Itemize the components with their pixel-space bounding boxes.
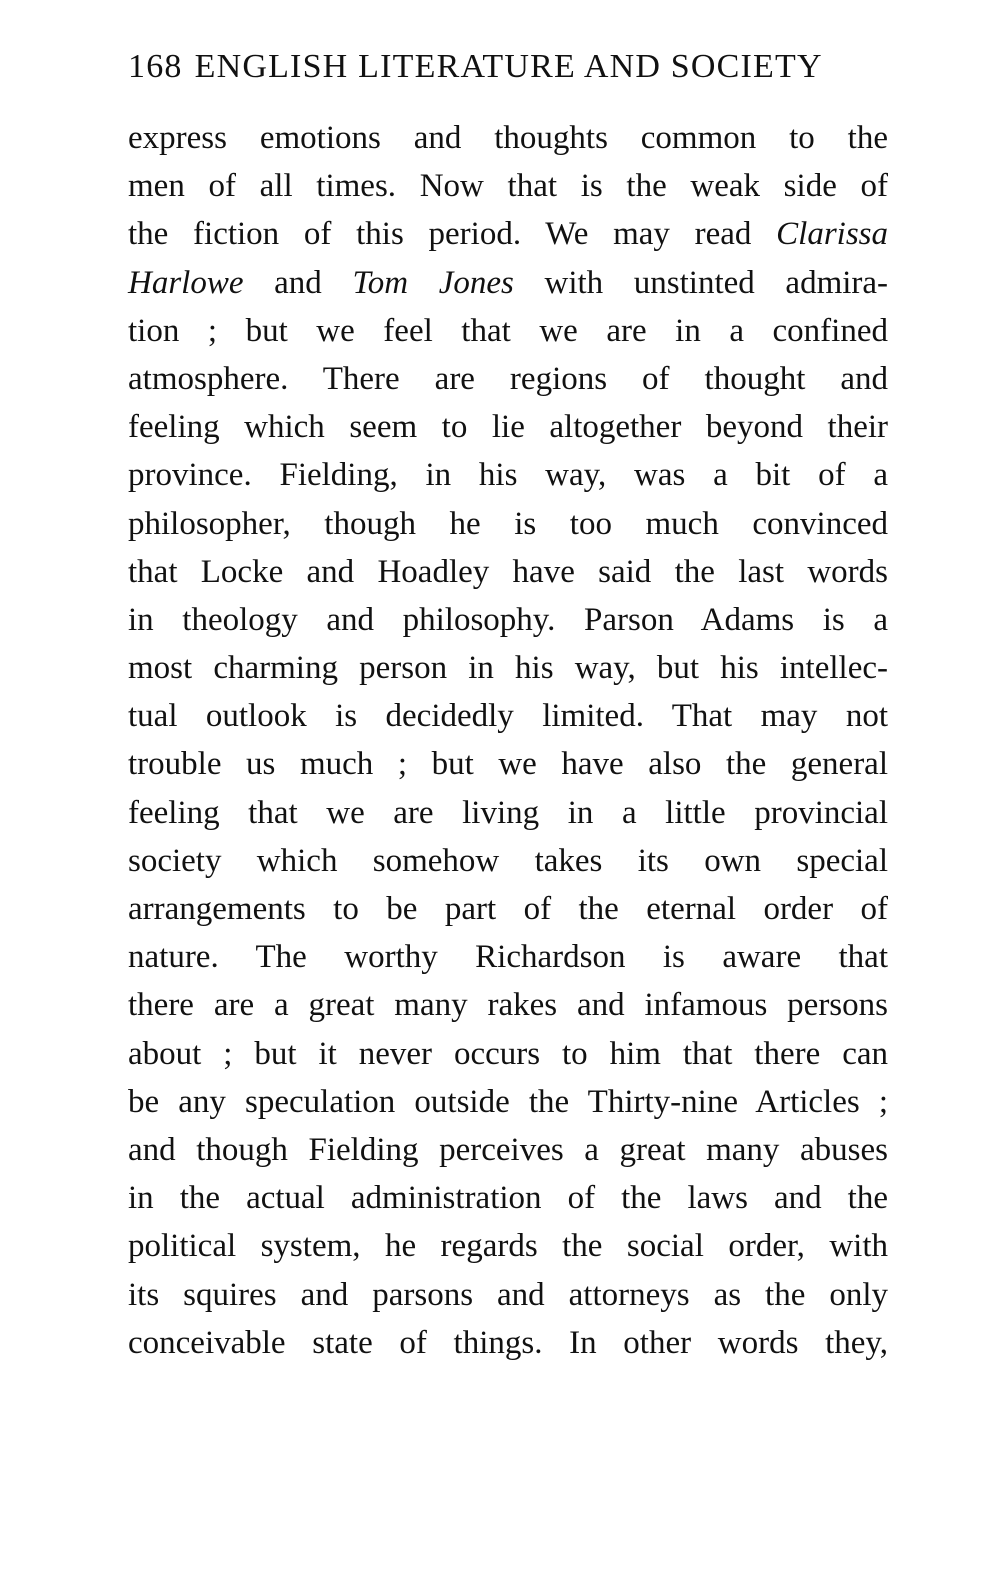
italic-title: Clarissa <box>776 216 889 253</box>
body-text <box>128 114 888 1367</box>
text-line: province. Fielding, in his way, was a bit of a <box>128 457 888 494</box>
text-line: political system, he regards the social order, with <box>128 1228 888 1265</box>
text-line: in the actual administration of the laws and the <box>128 1180 888 1217</box>
text-line: nature. The worthy Richardson is aware that <box>128 939 888 976</box>
text-line: tion ; but we feel that we are in a confined <box>128 312 888 349</box>
text-line: arrangements to be part of the eternal order of <box>128 891 888 927</box>
italic-title: Harlowe <box>128 264 244 301</box>
text-line: trouble us much ; but we have also the general <box>128 746 888 783</box>
text-line: atmosphere. There are regions of thought and <box>128 360 888 397</box>
italic-title: Tom Jones <box>352 264 514 301</box>
text-line <box>128 259 888 307</box>
text-fragment: and <box>274 264 322 301</box>
text-line: be any speculation outside the Thirty-nine Articles ; <box>128 1083 888 1120</box>
page-number: 168 <box>128 48 183 85</box>
text-fragment: the fiction of this period. We may read <box>128 216 752 253</box>
text-line: feeling which seem to lie altogether beyond their <box>128 409 888 446</box>
text-line: philosopher, though he is too much convinced <box>128 505 888 542</box>
text-line: conceivable state of things. In other words they, <box>128 1324 888 1361</box>
running-head <box>128 44 888 90</box>
text-line: its squires and parsons and attorneys as the only <box>128 1276 888 1313</box>
text-line: about ; but it never occurs to him that there can <box>128 1035 888 1072</box>
text-line: that Locke and Hoadley have said the last words <box>128 553 888 590</box>
text-line: men of all times. Now that is the weak side of <box>128 168 888 205</box>
text-line: in theology and philosophy. Parson Adams is a <box>128 601 888 638</box>
text-line: there are a great many rakes and infamous persons <box>128 987 888 1024</box>
text-line: most charming person in his way, but his intellec- <box>128 650 888 687</box>
text-line: tual outlook is decidedly limited. That may not <box>128 698 888 735</box>
text-line: society which somehow takes its own special <box>128 842 888 879</box>
text-fragment: with unstinted admira- <box>544 264 889 301</box>
text-line <box>128 210 888 258</box>
text-line: express emotions and thoughts common to the <box>128 120 888 156</box>
running-title: ENGLISH LITERATURE AND SOCIETY <box>194 48 823 85</box>
text-line: and though Fielding perceives a great many abuses <box>128 1131 888 1168</box>
text-line: feeling that we are living in a little provincial <box>128 794 888 831</box>
